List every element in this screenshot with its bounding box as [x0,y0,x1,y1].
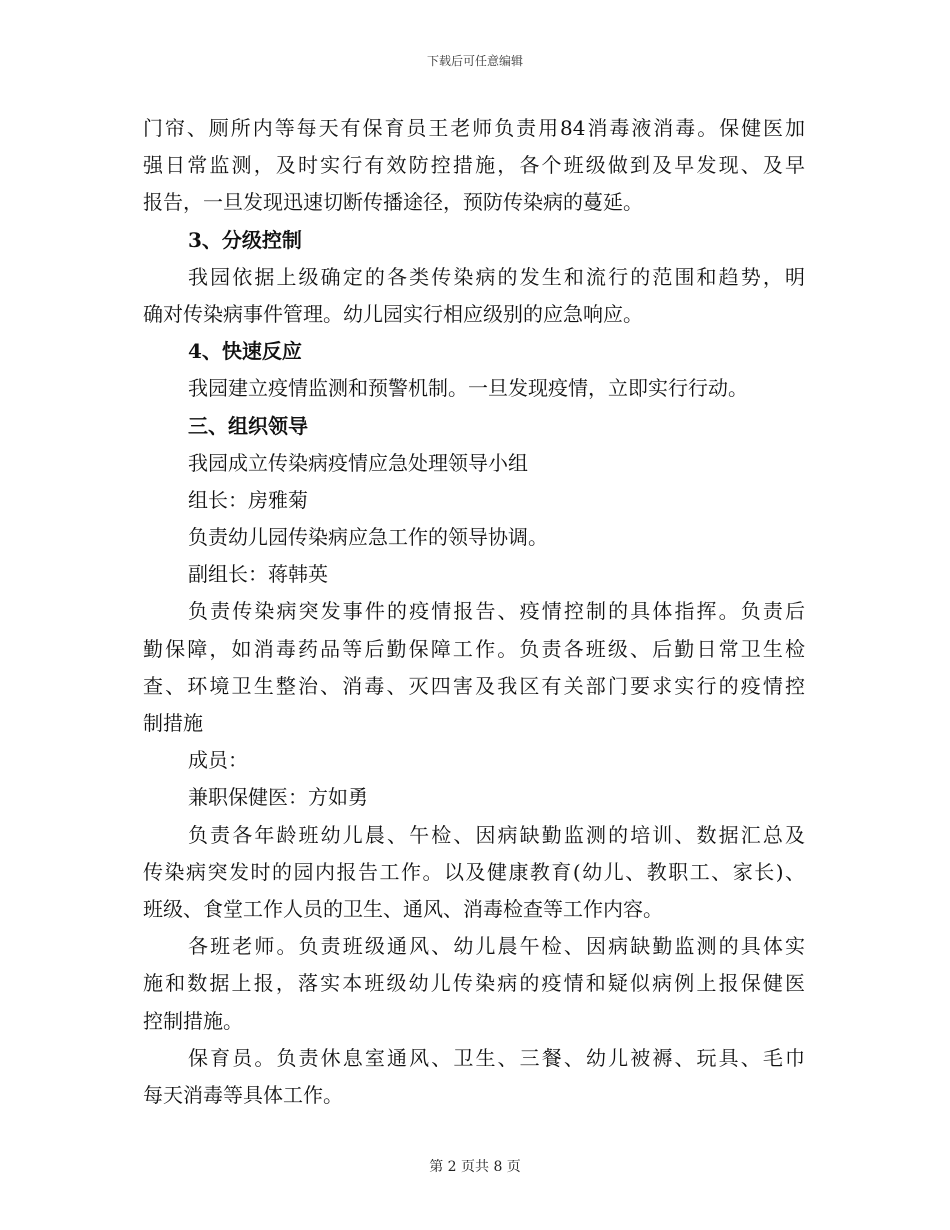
paragraph-line: 控制措施。 [143,1008,243,1033]
paragraph-line: 我园建立疫情监测和预警机制。一旦发现疫情，立即实行行动。 [188,376,748,401]
paragraph-line: 负责各年龄班幼儿晨、午检、因病缺勤监测的培训、数据汇总及 [188,822,805,847]
paragraph-line: 制措施 [143,711,203,735]
section-heading-4: 4、快速反应 [188,339,302,364]
deputy-leader-line: 副组长：蒋韩英 [188,562,328,587]
section-heading-organization: 三、组织领导 [188,413,308,438]
section-heading-3: 3、分级控制 [188,227,302,252]
group-leader-line: 组长：房雅菊 [188,487,308,512]
paragraph-line: 施和数据上报，落实本班级幼儿传染病的疫情和疑似病例上报保健医 [143,971,805,996]
paragraph-line: 传染病突发时的园内报告工作。以及健康教育(幼儿、教职工、家长)、 [143,859,805,884]
paragraph-line: 查、环境卫生整治、消毒、灭四害及我区有关部门要求实行的疫情控 [143,673,805,698]
members-label: 成员： [188,748,248,773]
paragraph-line: 我园成立传染病疫情应急处理领导小组 [188,450,528,475]
paragraph-line: 门帘、厕所内等每天有保育员王老师负责用84消毒液消毒。保健医加 [143,116,805,140]
paragraph-line: 班级、食堂工作人员的卫生、通风、消毒检查等工作内容。 [143,896,663,921]
paragraph-line: 确对传染病事件管理。幼儿园实行相应级别的应急响应。 [143,301,643,326]
paragraph-line: 负责传染病突发事件的疫情报告、疫情控制的具体指挥。负责后 [188,599,805,624]
page-header: 下载后可任意编辑 [426,54,523,68]
health-doctor-line: 兼职保健医：方如勇 [188,785,368,810]
paragraph-line: 我园依据上级确定的各类传染病的发生和流行的范围和趋势，明 [188,264,805,289]
paragraph-line: 强日常监测，及时实行有效防控措施，各个班级做到及早发现、及早 [143,153,805,178]
paragraph-line: 每天消毒等具体工作。 [143,1082,343,1107]
paragraph-line: 负责幼儿园传染病应急工作的领导协调。 [188,525,548,550]
paragraph-line: 报告，一旦发现迅速切断传播途径，预防传染病的蔓延。 [143,190,643,215]
page-footer: 第 2 页共 8 页 [429,1159,521,1175]
paragraph-line: 勤保障，如消毒药品等后勤保障工作。负责各班级、后勤日常卫生检 [143,636,805,661]
document-body [143,110,805,1114]
paragraph-line: 保育员。负责休息室通风、卫生、三餐、幼儿被褥、玩具、毛巾 [188,1045,805,1070]
paragraph-line: 各班老师。负责班级通风、幼儿晨午检、因病缺勤监测的具体实 [188,934,805,959]
